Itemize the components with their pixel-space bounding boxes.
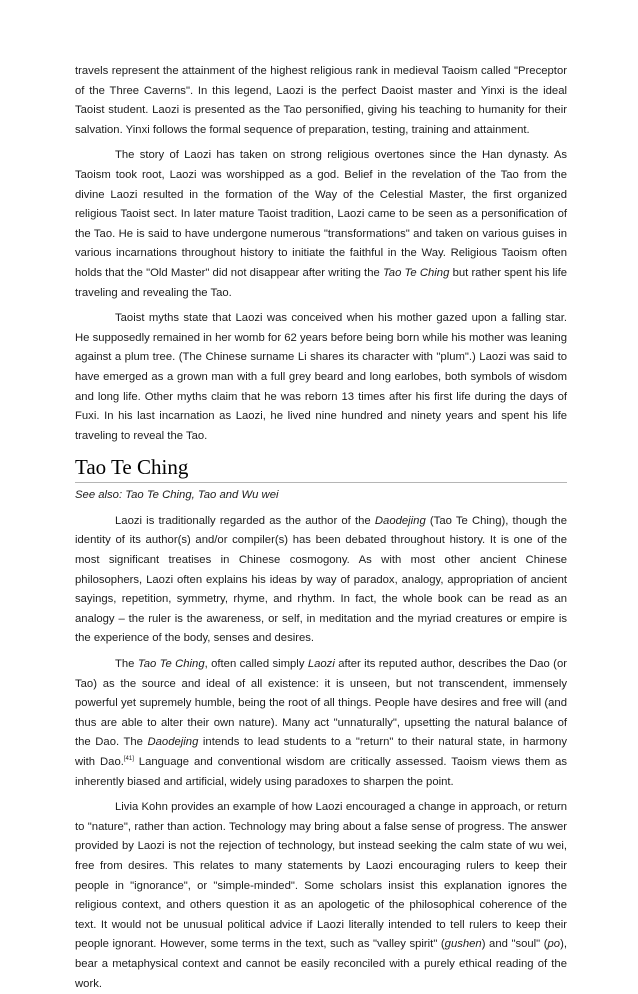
paragraph-preceptor <box>75 62 567 140</box>
paragraph-text: travels represent the attainment of the highest religious rank in medieval Taoism called "Preceptor of the Three Caverns". In this legend, Laozi is the perfect Daoist master and Yinxi is the ideal Taoist student. Laozi is presented as the Tao personified, giving his teaching to humanity for their salvation. Yinxi follows the formal sequence of preparation, testing, training and attainment. <box>75 65 567 136</box>
paragraph-text: Laozi is traditionally regarded as the author of the <box>115 514 375 527</box>
term: gushen <box>444 938 482 951</box>
see-also-link-tao-wu-wei[interactable]: Tao and Wu wei <box>197 489 279 502</box>
book-title: Laozi <box>307 658 335 671</box>
paragraph-text: Livia Kohn provides an example of how Laozi encouraged a change in approach, or return to "nature", rather than action. Technology may bring about a false sense of progress. The answer provided by Laozi is not the rejection of technology, but instead seeking the calm state of wu wei, free from desires. This relates to many statements by Laozi encouraging rulers to keep their people in "ignorance", or "simple-minded". Some scholars insist this explanation ignores the religious context, and others question it as an apologetic of the philosophical coherence of the text. It would not be unusual political advice if Laozi literally intended to tell rulers to keep their people ignorant. However, some terms in the text, such as "valley spirit" ( <box>75 801 567 951</box>
paragraph-livia-kohn <box>75 798 567 994</box>
paragraph-text: ) and "soul" ( <box>481 938 548 951</box>
paragraph-text: Taoist myths state that Laozi was conceived when his mother gazed upon a falling star. He supposedly remained in her womb for 62 years before being born while his mother was leaning against a plum tree. (The Chinese surname Li shares its character with "plum".) Laozi was said to have emerged as a grown man with a full grey beard and long earlobes, both symbols of wisdom and long life. Other myths claim that he was reborn 13 times after his first life during the days of Fuxi. In his last incarnation as Laozi, he lived nine hundred and ninety years and spent his life traveling to reveal the Tao. <box>75 312 567 442</box>
paragraph-taoist-myths <box>75 309 567 446</box>
paragraph-text: The <box>115 658 138 671</box>
paragraph-text: (Tao Te Ching), though the identity of its author(s) and/or compiler(s) has been debated throughout history. It is one of the most significant treatises in Chinese cosmogony. As with most other ancient Chinese philosophers, Laozi often explains his ideas by way of paradox, analogy, appropriation of ancient sayings, repetition, symmetry, rhyme, and rhythm. In fact, the whole book can be read as an analogy – the ruler is the awareness, or self, in meditation and the myriad creatures or empire is the experience of the body, senses and desires. <box>75 514 567 645</box>
see-also-link-tao-te-ching[interactable]: Tao Te Ching <box>125 489 192 502</box>
paragraph-religious-overtones <box>75 146 567 303</box>
see-also-note <box>75 486 567 506</box>
see-also-separator: , <box>191 489 198 502</box>
paragraph-text: intends to lead students to a "return" to their natural state, in harmony with Dao. <box>75 736 567 768</box>
book-title: Tao Te Ching <box>382 266 450 279</box>
paragraph-text: Language and conventional wisdom are critically assessed. Taoism views them as inherently biased and artificial, widely using paradoxes to sharpen the point. <box>75 756 568 788</box>
see-also-prefix: See also: <box>75 489 126 502</box>
book-title: Tao Te Ching <box>137 658 205 671</box>
paragraph-text: The story of Laozi has taken on strong religious overtones since the Han dynasty. As Taoism took root, Laozi was worshipped as a god. Belief in the revelation of the Tao from the divine Laozi resulted in the formation of the Way of the Celestial Master, the first organized religious Taoist sect. In later mature Taoist tradition, Laozi came to be seen as a personification of the Tao. He is said to have undergone numerous "transformations" and taken on various guises in various incarnations throughout history to initiate the faithful in the Way. Religious Taoism often holds that the "Old Master" did not disappear after writing the <box>75 149 567 279</box>
paragraph-text: but rather spent his life traveling and revealing the Tao. <box>75 266 567 299</box>
paragraph-text: , often called simply <box>204 658 308 671</box>
book-title: Daodejing <box>147 736 199 749</box>
paragraph-text: after its reputed author, describes the Dao (or Tao) as the source and ideal of all existence: it is unseen, but not transcendent, immensely powerful yet supremely humble, being the root of all things. People have desires and free will (and thus are able to alter their own nature). Many act "unnaturally", upsetting the natural balance of the Dao. The <box>75 658 567 749</box>
paragraph-authorship <box>75 512 567 649</box>
paragraph-text: ), bear a metaphysical context and cannot be easily reconciled with a purely ethical reading of the work. <box>75 938 567 990</box>
section-heading: Tao Te Ching <box>75 454 567 483</box>
book-title: Daodejing <box>374 514 426 527</box>
term: po <box>547 938 561 951</box>
citation-link[interactable]: [41] <box>123 756 134 763</box>
paragraph-dao-source <box>75 655 567 792</box>
